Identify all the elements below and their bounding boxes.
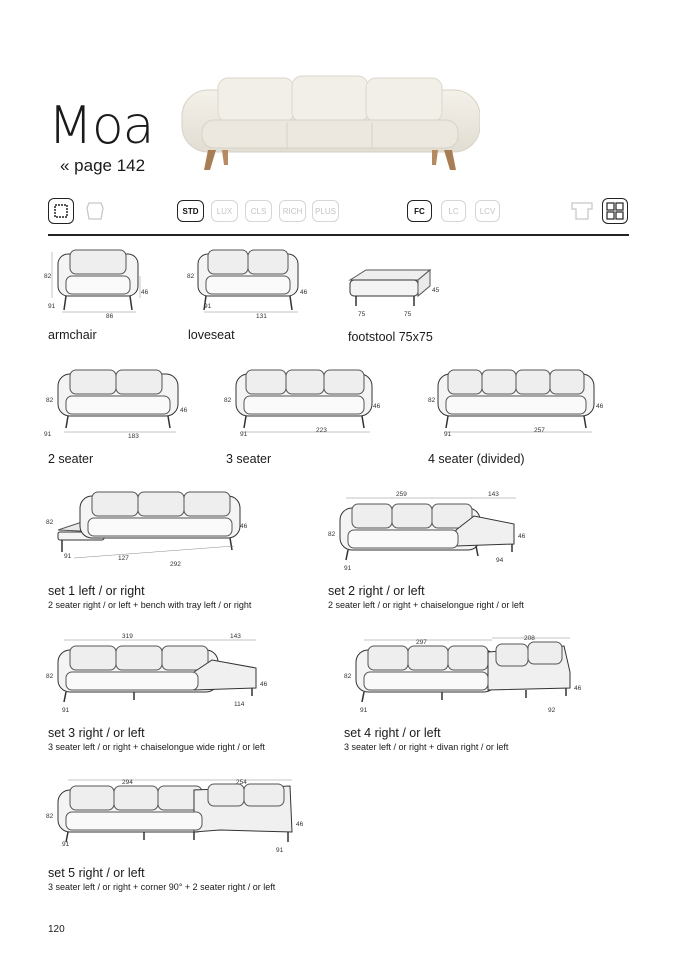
dim-sofa-width: 297 (416, 639, 427, 646)
dim-corner-width: 254 (236, 779, 247, 786)
dim-chaise-width: 143 (230, 633, 241, 640)
dim-width: 223 (316, 427, 327, 434)
dim-depth: 91 (62, 841, 70, 848)
dim-depth: 91 (240, 431, 248, 438)
set-2-drawing (326, 490, 536, 574)
dim-height: 82 (46, 519, 54, 526)
page-title: Moa (48, 96, 154, 156)
configurations-icon[interactable] (602, 198, 628, 224)
dim-bench-width: 127 (118, 555, 129, 562)
set-4-drawing (342, 632, 587, 716)
item-desc-set-1: 2 seater right / or left + bench with tray left / or right (48, 600, 252, 610)
item-label-armchair: armchair (48, 328, 97, 342)
loveseat-drawing (186, 248, 316, 322)
dim-height: 82 (46, 397, 54, 404)
item-label-set-3: set 3 right / or left (48, 726, 145, 740)
dim-depth: 75 (358, 311, 366, 318)
dim-chaise-width: 143 (488, 491, 499, 498)
dim-divan-depth: 92 (548, 707, 556, 714)
dim-seat-height: 46 (180, 407, 188, 414)
dim-seat-height: 46 (141, 289, 149, 296)
dim-total-width: 292 (170, 561, 181, 568)
hero-sofa-image (180, 70, 480, 175)
dim-height: 82 (344, 673, 352, 680)
dim-sofa-width: 259 (396, 491, 407, 498)
two-seater-drawing (44, 366, 194, 444)
dim-seat-height: 46 (518, 533, 526, 540)
dim-depth: 91 (344, 565, 352, 572)
dim-width: 86 (106, 313, 114, 320)
dim-sofa-width: 319 (122, 633, 133, 640)
dim-seat-height: 46 (240, 523, 248, 530)
option-lc[interactable]: LC (441, 200, 466, 222)
item-desc-set-5: 3 seater left / or right + corner 90° + 2 seater right / or left (48, 882, 276, 892)
item-desc-set-2: 2 seater left / or right + chaiselongue right / or left (328, 600, 524, 610)
item-label-set-5: set 5 right / or left (48, 866, 145, 880)
item-desc-set-3: 3 seater left / or right + chaiselongue wide right / or left (48, 742, 265, 752)
dim-chaise-depth: 114 (234, 701, 245, 708)
header-divider (48, 234, 629, 236)
option-std[interactable]: STD (177, 200, 204, 222)
item-label-footstool: footstool 75x75 (348, 330, 433, 344)
dim-height: 82 (328, 531, 336, 538)
footstool-drawing (344, 266, 444, 322)
dim-width: 257 (534, 427, 545, 434)
option-fc[interactable]: FC (407, 200, 432, 222)
dim-depth: 91 (48, 303, 56, 310)
item-label-set-1: set 1 left / or right (48, 584, 145, 598)
dim-height: 82 (44, 273, 52, 280)
dim-depth: 91 (444, 431, 452, 438)
item-desc-set-4: 3 seater left / or right + divan right / or left (344, 742, 509, 752)
set-5-drawing (44, 772, 309, 856)
dim-depth: 91 (360, 707, 368, 714)
cover-icon[interactable] (570, 200, 594, 227)
dim-seat-height: 46 (296, 821, 304, 828)
dim-width: 131 (256, 313, 267, 320)
dim-chaise-depth: 94 (496, 557, 504, 564)
leather-icon[interactable] (84, 200, 106, 227)
dim-depth: 91 (204, 303, 212, 310)
dim-return-depth: 91 (276, 847, 284, 854)
dim-height: 82 (428, 397, 436, 404)
fabric-icon[interactable] (48, 198, 74, 224)
dim-width: 183 (128, 433, 139, 440)
dim-width: 75 (404, 311, 412, 318)
set-3-drawing (44, 632, 274, 716)
dim-height: 82 (46, 813, 54, 820)
dim-depth: 91 (64, 553, 72, 560)
dim-depth: 91 (62, 707, 70, 714)
item-label-3-seater: 3 seater (226, 452, 272, 466)
four-seater-drawing (424, 366, 609, 444)
item-label-4-seater: 4 seater (divided) (428, 452, 525, 466)
page-number: 120 (48, 924, 65, 935)
armchair-drawing (44, 248, 154, 322)
item-label-set-2: set 2 right / or left (328, 584, 425, 598)
dim-seat-height: 46 (260, 681, 268, 688)
option-lux[interactable]: LUX (211, 200, 238, 222)
option-cls[interactable]: CLS (245, 200, 272, 222)
dim-seat-height: 46 (300, 289, 308, 296)
page-reference[interactable]: « page 142 (60, 156, 146, 175)
item-label-set-4: set 4 right / or left (344, 726, 441, 740)
option-plus[interactable]: PLUS (312, 200, 339, 222)
option-lcv[interactable]: LCV (475, 200, 500, 222)
dim-divan-width: 208 (524, 635, 535, 642)
dim-seat-height: 46 (574, 685, 582, 692)
dim-sofa-width: 294 (122, 779, 133, 786)
dim-seat-height: 46 (596, 403, 604, 410)
set-1-drawing (44, 488, 254, 572)
dim-height: 45 (432, 287, 440, 294)
item-label-loveseat: loveseat (188, 328, 235, 342)
dim-height: 82 (224, 397, 232, 404)
dim-seat-height: 46 (373, 403, 381, 410)
three-seater-drawing (222, 366, 387, 444)
option-rich[interactable]: RICH (279, 200, 306, 222)
dim-height: 82 (46, 673, 54, 680)
dim-height: 82 (187, 273, 195, 280)
item-label-2-seater: 2 seater (48, 452, 94, 466)
dim-depth: 91 (44, 431, 52, 438)
